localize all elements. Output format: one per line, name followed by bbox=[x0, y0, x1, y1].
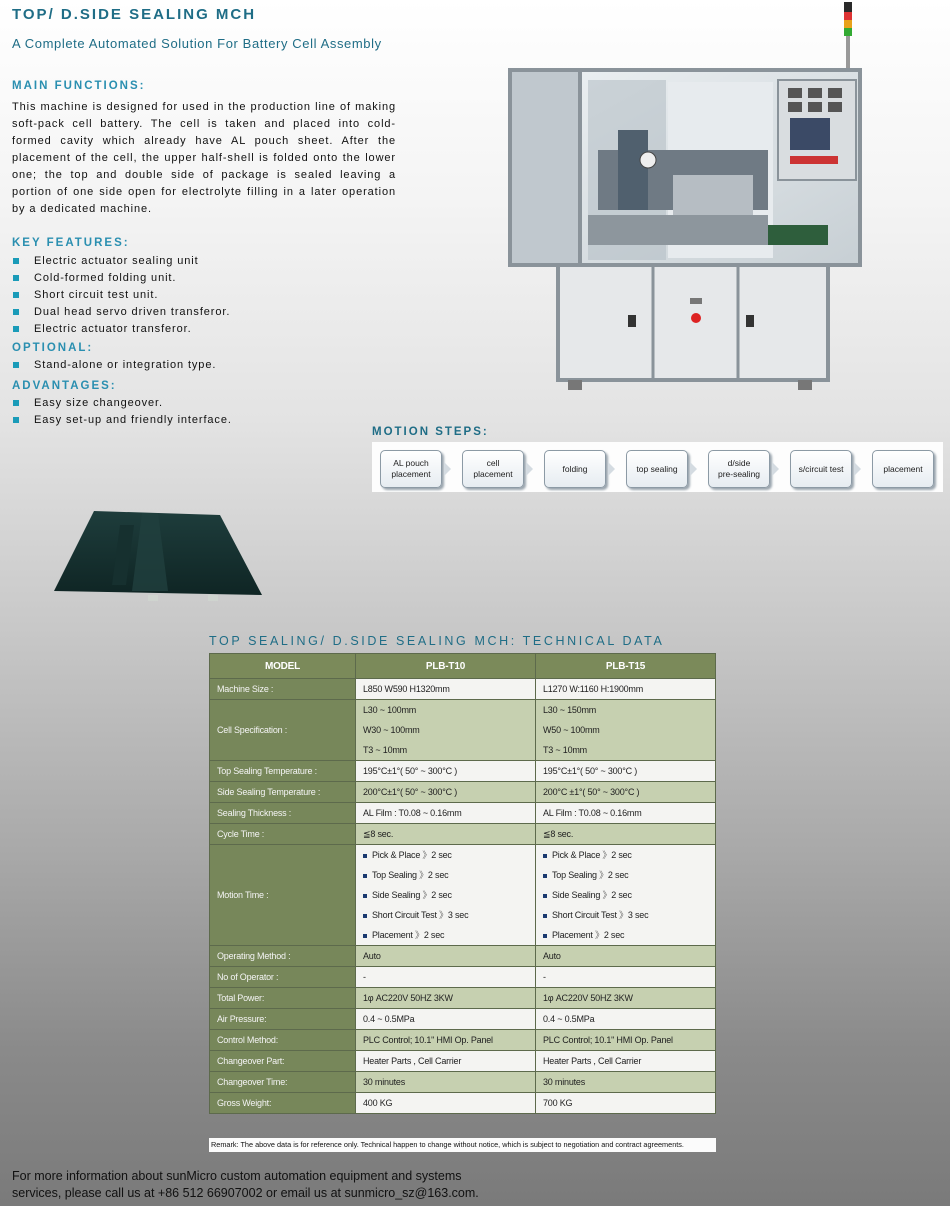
cell-value: Heater Parts , Cell Carrier bbox=[543, 1056, 642, 1066]
row-label: Operating Method : bbox=[210, 946, 356, 967]
cell-pouch-image bbox=[50, 505, 270, 610]
cell-value: 0.4 ~ 0.5MPa bbox=[543, 1014, 595, 1024]
cell-t10 bbox=[356, 1072, 536, 1093]
table-row bbox=[210, 679, 716, 700]
square-bullet-icon bbox=[363, 934, 367, 938]
cell-t15 bbox=[536, 845, 716, 946]
advantages-list bbox=[12, 395, 232, 429]
cell-value: 195°C±1°( 50° ~ 300°C ) bbox=[543, 766, 638, 776]
cell-value: ≦8 sec. bbox=[543, 829, 574, 839]
cell-text: Short Circuit Test 》3 sec bbox=[552, 910, 649, 920]
bullet-text: Easy size changeover. bbox=[34, 397, 163, 409]
cell-t10 bbox=[356, 679, 536, 700]
square-bullet-icon bbox=[543, 854, 547, 858]
table-row bbox=[210, 1051, 716, 1072]
motion-step-label: folding bbox=[562, 463, 588, 474]
cell-t15 bbox=[536, 946, 716, 967]
cell-value bbox=[363, 845, 528, 865]
square-bullet-icon bbox=[363, 874, 367, 878]
cell-t15 bbox=[536, 700, 716, 761]
cell-value: PLC Control; 10.1" HMI Op. Panel bbox=[363, 1035, 493, 1045]
cell-value: Auto bbox=[363, 951, 381, 961]
row-label: No of Operator : bbox=[210, 967, 356, 988]
cell-t10 bbox=[356, 700, 536, 761]
bullet-item bbox=[12, 412, 232, 429]
cell-value: W30 ~ 100mm bbox=[363, 725, 420, 735]
table-row bbox=[210, 1009, 716, 1030]
bullet-item bbox=[12, 304, 230, 321]
cell-value: Heater Parts , Cell Carrier bbox=[363, 1056, 462, 1066]
optional-heading: OPTIONAL: bbox=[12, 342, 94, 354]
cell-value: L30 ~ 150mm bbox=[543, 705, 597, 715]
table-header-row bbox=[210, 654, 716, 679]
cell-value: 195°C±1°( 50° ~ 300°C ) bbox=[363, 766, 458, 776]
row-label: Cycle Time : bbox=[210, 824, 356, 845]
square-bullet-icon bbox=[363, 914, 367, 918]
cell-value: ≦8 sec. bbox=[363, 829, 394, 839]
remark-note: Remark: The above data is for reference only. Technical happen to change without notice, which is subject to negotiation and contract agreements. bbox=[209, 1138, 716, 1152]
cell-value: PLC Control; 10.1" HMI Op. Panel bbox=[543, 1035, 673, 1045]
table-row bbox=[210, 1030, 716, 1051]
cell-value: - bbox=[543, 972, 546, 982]
cell-value: Auto bbox=[543, 951, 561, 961]
table-row bbox=[210, 845, 716, 946]
square-bullet-icon bbox=[543, 934, 547, 938]
row-label: Changeover Time: bbox=[210, 1072, 356, 1093]
motion-step-label: d/side bbox=[727, 458, 751, 468]
cell-t10 bbox=[356, 1030, 536, 1051]
cell-t10 bbox=[356, 1093, 536, 1114]
cell-t10 bbox=[356, 946, 536, 967]
tech-data-table bbox=[209, 653, 716, 1114]
table-row bbox=[210, 803, 716, 824]
cell-value: 0.4 ~ 0.5MPa bbox=[363, 1014, 415, 1024]
step-arrow-icon bbox=[772, 462, 779, 476]
motion-step-box bbox=[626, 450, 688, 488]
column-header: PLB-T10 bbox=[356, 654, 536, 679]
motion-step-label: top sealing bbox=[636, 463, 678, 474]
cell-value bbox=[363, 925, 528, 945]
cell-t15 bbox=[536, 1009, 716, 1030]
cell-text: Side Sealing 》2 sec bbox=[552, 890, 632, 900]
square-bullet-icon bbox=[13, 417, 19, 423]
cell-t10 bbox=[356, 988, 536, 1009]
cell-t15 bbox=[536, 803, 716, 824]
tech-data-title: TOP SEALING/ D.SIDE SEALING MCH: TECHNICAL DATA bbox=[209, 634, 665, 648]
main-functions-heading: MAIN FUNCTIONS: bbox=[12, 80, 146, 92]
table-row bbox=[210, 967, 716, 988]
table-row bbox=[210, 700, 716, 761]
motion-step-box bbox=[462, 450, 524, 488]
key-features-list bbox=[12, 253, 230, 338]
bullet-item bbox=[12, 270, 230, 287]
motion-step-label: placement bbox=[883, 463, 923, 474]
square-bullet-icon bbox=[543, 914, 547, 918]
row-label: Control Method: bbox=[210, 1030, 356, 1051]
cell-t15 bbox=[536, 1072, 716, 1093]
table-row bbox=[210, 988, 716, 1009]
motion-step-label: AL pouch bbox=[393, 458, 429, 468]
cell-text: Short Circuit Test 》3 sec bbox=[372, 910, 469, 920]
cell-value: 700 KG bbox=[543, 1098, 573, 1108]
cell-value bbox=[363, 905, 528, 925]
key-features-heading: KEY FEATURES: bbox=[12, 237, 130, 249]
square-bullet-icon bbox=[363, 854, 367, 858]
row-label: Motion Time : bbox=[210, 845, 356, 946]
row-label: Changeover Part: bbox=[210, 1051, 356, 1072]
bullet-text: Electric actuator sealing unit bbox=[34, 255, 199, 267]
motion-step-box bbox=[708, 450, 770, 488]
cell-value: 1φ AC220V 50HZ 3KW bbox=[543, 993, 633, 1003]
cell-value: - bbox=[363, 972, 366, 982]
cell-t15 bbox=[536, 988, 716, 1009]
advantages-heading: ADVANTAGES: bbox=[12, 380, 117, 392]
bullet-text: Short circuit test unit. bbox=[34, 289, 159, 301]
bullet-item bbox=[12, 321, 230, 338]
table-row bbox=[210, 824, 716, 845]
cell-text: Side Sealing 》2 sec bbox=[372, 890, 452, 900]
main-functions-text: This machine is designed for used in the production line of making soft-pack cell battery. The cell is taken and placed into cold-formed cavity which already have AL pouch sheet. After the placement of the cell, the upper half-shell is folded onto the lower one; the top and double side of package is sealed leaving a portion of one side open for electrolyte filling in a later operation by a dedicated machine. bbox=[12, 101, 396, 215]
table-row bbox=[210, 1093, 716, 1114]
motion-step-label: placement bbox=[391, 469, 431, 479]
step-arrow-icon bbox=[444, 462, 451, 476]
column-header: PLB-T15 bbox=[536, 654, 716, 679]
table-row bbox=[210, 782, 716, 803]
row-label: Gross Weight: bbox=[210, 1093, 356, 1114]
cell-t10 bbox=[356, 967, 536, 988]
cell-value: L1270 W:1160 H:1900mm bbox=[543, 684, 644, 694]
column-header: MODEL bbox=[210, 654, 356, 679]
square-bullet-icon bbox=[543, 894, 547, 898]
row-label: Cell Specification : bbox=[210, 700, 356, 761]
footer-line: For more information about sunMicro custom automation equipment and systems bbox=[12, 1169, 462, 1183]
cell-text: Top Sealing 》2 sec bbox=[552, 870, 629, 880]
bullet-item bbox=[12, 253, 230, 270]
cell-value: 200°C ±1°( 50° ~ 300°C ) bbox=[543, 787, 640, 797]
cell-value: L30 ~ 100mm bbox=[363, 705, 417, 715]
cell-value bbox=[543, 925, 708, 945]
cell-value bbox=[363, 885, 528, 905]
motion-step-label: cell bbox=[486, 458, 500, 468]
cell-t10 bbox=[356, 782, 536, 803]
square-bullet-icon bbox=[13, 400, 19, 406]
footer-line: services, please call us at +86 512 66907002 or email us at sunmicro_sz@163.com. bbox=[12, 1186, 479, 1200]
machine-photo bbox=[498, 0, 868, 400]
motion-step-box bbox=[872, 450, 934, 488]
step-arrow-icon bbox=[690, 462, 697, 476]
row-label: Air Pressure: bbox=[210, 1009, 356, 1030]
cell-t10 bbox=[356, 824, 536, 845]
cell-value: W50 ~ 100mm bbox=[543, 725, 600, 735]
motion-step-label: pre-sealing bbox=[717, 469, 761, 479]
motion-steps-heading: MOTION STEPS: bbox=[372, 426, 489, 438]
square-bullet-icon bbox=[13, 326, 19, 332]
cell-t15 bbox=[536, 1051, 716, 1072]
step-arrow-icon bbox=[608, 462, 615, 476]
bullet-item bbox=[12, 287, 230, 304]
cell-value bbox=[363, 865, 528, 885]
cell-t10 bbox=[356, 1009, 536, 1030]
cell-value: 30 minutes bbox=[543, 1077, 586, 1087]
cell-value: 1φ AC220V 50HZ 3KW bbox=[363, 993, 453, 1003]
bullet-text: Easy set-up and friendly interface. bbox=[34, 414, 232, 426]
cell-t10 bbox=[356, 761, 536, 782]
cell-text: Top Sealing 》2 sec bbox=[372, 870, 449, 880]
cell-t15 bbox=[536, 679, 716, 700]
cell-text: Pick & Place 》2 sec bbox=[552, 850, 632, 860]
cell-value bbox=[543, 845, 708, 865]
cell-value: AL Film : T0.08 ~ 0.16mm bbox=[363, 808, 462, 818]
cell-value bbox=[543, 905, 708, 925]
page-title: TOP/ D.SIDE SEALING MCH bbox=[12, 6, 257, 23]
square-bullet-icon bbox=[13, 258, 19, 264]
bullet-text: Electric actuator transferor. bbox=[34, 323, 192, 335]
cell-t15 bbox=[536, 1030, 716, 1051]
cell-t10 bbox=[356, 845, 536, 946]
cell-value: 30 minutes bbox=[363, 1077, 406, 1087]
row-label: Top Sealing Temperature : bbox=[210, 761, 356, 782]
table-row bbox=[210, 761, 716, 782]
square-bullet-icon bbox=[13, 362, 19, 368]
cell-value: T3 ~ 10mm bbox=[363, 745, 407, 755]
motion-step-box bbox=[380, 450, 442, 488]
cell-value: AL Film : T0.08 ~ 0.16mm bbox=[543, 808, 642, 818]
row-label: Total Power: bbox=[210, 988, 356, 1009]
bullet-item bbox=[12, 357, 216, 374]
cell-text: Placement 》2 sec bbox=[372, 930, 445, 940]
motion-step-box bbox=[544, 450, 606, 488]
cell-t10 bbox=[356, 803, 536, 824]
bullet-text: Dual head servo driven transferor. bbox=[34, 306, 231, 318]
cell-value: L850 W590 H1320mm bbox=[363, 684, 450, 694]
table-row bbox=[210, 1072, 716, 1093]
square-bullet-icon bbox=[13, 309, 19, 315]
cell-t15 bbox=[536, 967, 716, 988]
row-label: Side Sealing Temperature : bbox=[210, 782, 356, 803]
cell-value: T3 ~ 10mm bbox=[543, 745, 587, 755]
cell-value: 200°C±1°( 50° ~ 300°C ) bbox=[363, 787, 458, 797]
cell-t15 bbox=[536, 782, 716, 803]
step-arrow-icon bbox=[526, 462, 533, 476]
cell-t15 bbox=[536, 824, 716, 845]
square-bullet-icon bbox=[363, 894, 367, 898]
motion-step-label: s/circuit test bbox=[798, 463, 844, 474]
cell-value bbox=[543, 885, 708, 905]
motion-steps-strip bbox=[372, 442, 943, 492]
optional-list bbox=[12, 357, 216, 374]
footer-contact bbox=[12, 1168, 479, 1202]
motion-step-box bbox=[790, 450, 852, 488]
cell-value: 400 KG bbox=[363, 1098, 393, 1108]
cell-t15 bbox=[536, 1093, 716, 1114]
cell-t10 bbox=[356, 1051, 536, 1072]
bullet-text: Stand-alone or integration type. bbox=[34, 359, 217, 371]
square-bullet-icon bbox=[13, 275, 19, 281]
table-row bbox=[210, 946, 716, 967]
motion-step-label: placement bbox=[473, 469, 513, 479]
page-subtitle: A Complete Automated Solution For Battery Cell Assembly bbox=[12, 36, 382, 51]
row-label: Sealing Thickness : bbox=[210, 803, 356, 824]
row-label: Machine Size : bbox=[210, 679, 356, 700]
square-bullet-icon bbox=[13, 292, 19, 298]
bullet-item bbox=[12, 395, 232, 412]
bullet-text: Cold-formed folding unit. bbox=[34, 272, 177, 284]
cell-value bbox=[543, 865, 708, 885]
cell-text: Pick & Place 》2 sec bbox=[372, 850, 452, 860]
cell-text: Placement 》2 sec bbox=[552, 930, 625, 940]
square-bullet-icon bbox=[543, 874, 547, 878]
cell-t15 bbox=[536, 761, 716, 782]
step-arrow-icon bbox=[854, 462, 861, 476]
